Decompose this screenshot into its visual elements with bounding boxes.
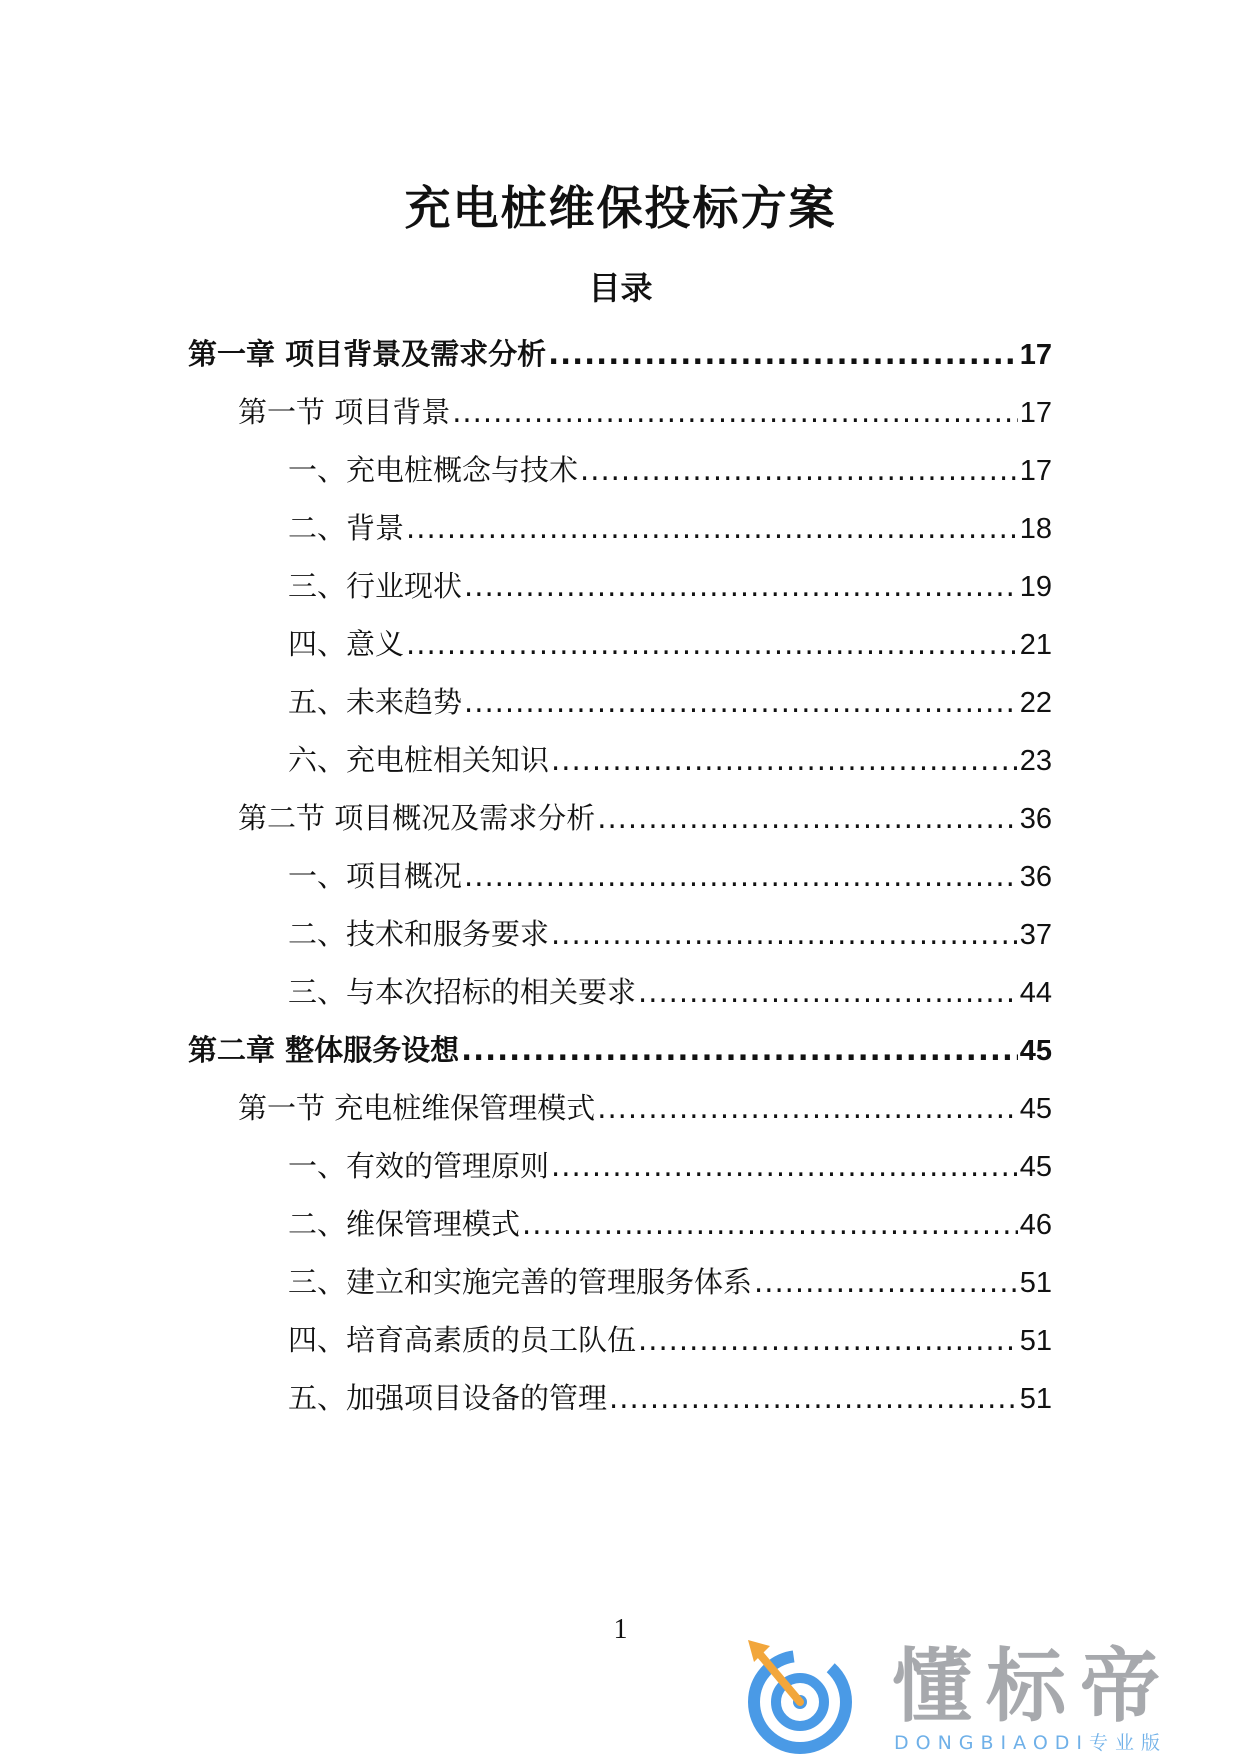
toc-dot-leader xyxy=(522,1202,1018,1246)
toc-dot-leader xyxy=(548,332,1018,376)
toc-dot-leader xyxy=(597,796,1018,840)
page-number: 1 xyxy=(613,1614,628,1645)
toc-dot-leader xyxy=(406,622,1018,666)
toc-entry-level-3[interactable] xyxy=(288,564,1052,608)
toc-dot-leader xyxy=(638,970,1018,1014)
toc-entry-label: 一、有效的管理原则 xyxy=(288,1149,550,1183)
toc-entry-level-2[interactable] xyxy=(238,390,1052,434)
toc-dot-leader xyxy=(452,390,1018,434)
toc-dot-leader xyxy=(551,1144,1018,1188)
toc-entry-page: 45 xyxy=(1019,1093,1052,1125)
toc-entry-level-3[interactable] xyxy=(288,680,1052,724)
toc-entry-label: 第二节 项目概况及需求分析 xyxy=(238,801,596,835)
toc-entry-page: 45 xyxy=(1019,1035,1052,1067)
toc-entry-level-3[interactable] xyxy=(288,1144,1052,1188)
toc-dot-leader xyxy=(464,854,1018,898)
toc-entry-page: 51 xyxy=(1019,1383,1052,1415)
toc-entry-label: 四、培育高素质的员工队伍 xyxy=(288,1323,637,1357)
toc-entry-level-3[interactable] xyxy=(288,1260,1052,1304)
toc-entry-page: 51 xyxy=(1019,1267,1052,1299)
toc-entry-level-2[interactable] xyxy=(238,796,1052,840)
toc-dot-leader xyxy=(597,1086,1018,1130)
toc-dot-leader xyxy=(609,1376,1018,1420)
toc-entry-level-3[interactable] xyxy=(288,738,1052,782)
toc-entry-label: 六、充电桩相关知识 xyxy=(288,743,550,777)
toc-entry-label: 三、与本次招标的相关要求 xyxy=(288,975,637,1009)
toc-entry-page: 51 xyxy=(1019,1325,1052,1357)
toc-entry-label: 第一章 项目背景及需求分析 xyxy=(188,337,547,371)
toc-entry-page: 22 xyxy=(1019,687,1052,719)
toc-entry-label: 二、背景 xyxy=(288,511,405,545)
watermark-brand: 懂标帝 xyxy=(892,1640,1174,1733)
toc-dot-leader xyxy=(551,912,1018,956)
toc-entry-page: 36 xyxy=(1019,803,1052,835)
toc-entry-page: 37 xyxy=(1019,919,1052,951)
toc-entry-label: 第一节 充电桩维保管理模式 xyxy=(238,1091,596,1125)
toc-dot-leader xyxy=(754,1260,1018,1304)
target-dart-icon xyxy=(740,1632,860,1754)
watermark xyxy=(740,1632,1241,1754)
toc-dot-leader xyxy=(406,506,1018,550)
toc-entry-level-2[interactable] xyxy=(238,1086,1052,1130)
toc-entry-label: 二、技术和服务要求 xyxy=(288,917,550,951)
toc-entry-level-3[interactable] xyxy=(288,622,1052,666)
toc-entry-level-1[interactable] xyxy=(188,1028,1052,1072)
toc-entry-page: 21 xyxy=(1019,629,1052,661)
toc-entry-page: 17 xyxy=(1019,397,1052,429)
toc-entry-page: 46 xyxy=(1019,1209,1052,1241)
toc-entry-label: 三、行业现状 xyxy=(288,569,463,603)
toc-entry-level-3[interactable] xyxy=(288,912,1052,956)
toc-entry-page: 19 xyxy=(1019,571,1052,603)
toc-entry-page: 45 xyxy=(1019,1151,1052,1183)
document-title: 充电桩维保投标方案 xyxy=(404,181,837,235)
toc-entry-label: 一、项目概况 xyxy=(288,859,463,893)
toc-dot-leader xyxy=(464,564,1018,608)
toc-dot-leader xyxy=(580,448,1018,492)
toc-dot-leader xyxy=(464,680,1018,724)
toc-entry-level-1[interactable] xyxy=(188,332,1052,376)
toc-entry-label: 三、建立和实施完善的管理服务体系 xyxy=(288,1265,753,1299)
toc-dot-leader xyxy=(461,1028,1018,1072)
toc-heading: 目录 xyxy=(588,269,653,307)
toc-entry-page: 18 xyxy=(1019,513,1052,545)
toc-dot-leader xyxy=(638,1318,1018,1362)
watermark-subtitle: DONGBIAODI专业版 xyxy=(894,1732,1168,1754)
toc-entry-level-3[interactable] xyxy=(288,854,1052,898)
toc-entry-page: 17 xyxy=(1019,455,1052,487)
toc-entry-label: 二、维保管理模式 xyxy=(288,1207,521,1241)
toc-entry-page: 36 xyxy=(1019,861,1052,893)
toc-entry-label: 一、充电桩概念与技术 xyxy=(288,453,579,487)
toc-entry-level-3[interactable] xyxy=(288,448,1052,492)
toc-entry-level-3[interactable] xyxy=(288,1376,1052,1420)
toc-entry-page: 23 xyxy=(1019,745,1052,777)
toc-entry-label: 四、意义 xyxy=(288,627,405,661)
toc-entry-label: 第二章 整体服务设想 xyxy=(188,1033,460,1067)
toc-entry-page: 44 xyxy=(1019,977,1052,1009)
toc-entry-level-3[interactable] xyxy=(288,1318,1052,1362)
toc-entry-label: 五、加强项目设备的管理 xyxy=(288,1381,608,1415)
toc-entry-level-3[interactable] xyxy=(288,970,1052,1014)
toc-entry-label: 第一节 项目背景 xyxy=(238,395,451,429)
toc-dot-leader xyxy=(551,738,1018,782)
toc-entry-label: 五、未来趋势 xyxy=(288,685,463,719)
toc-entry-level-3[interactable] xyxy=(288,1202,1052,1246)
toc-entry-level-3[interactable] xyxy=(288,506,1052,550)
toc-entry-page: 17 xyxy=(1019,339,1052,371)
